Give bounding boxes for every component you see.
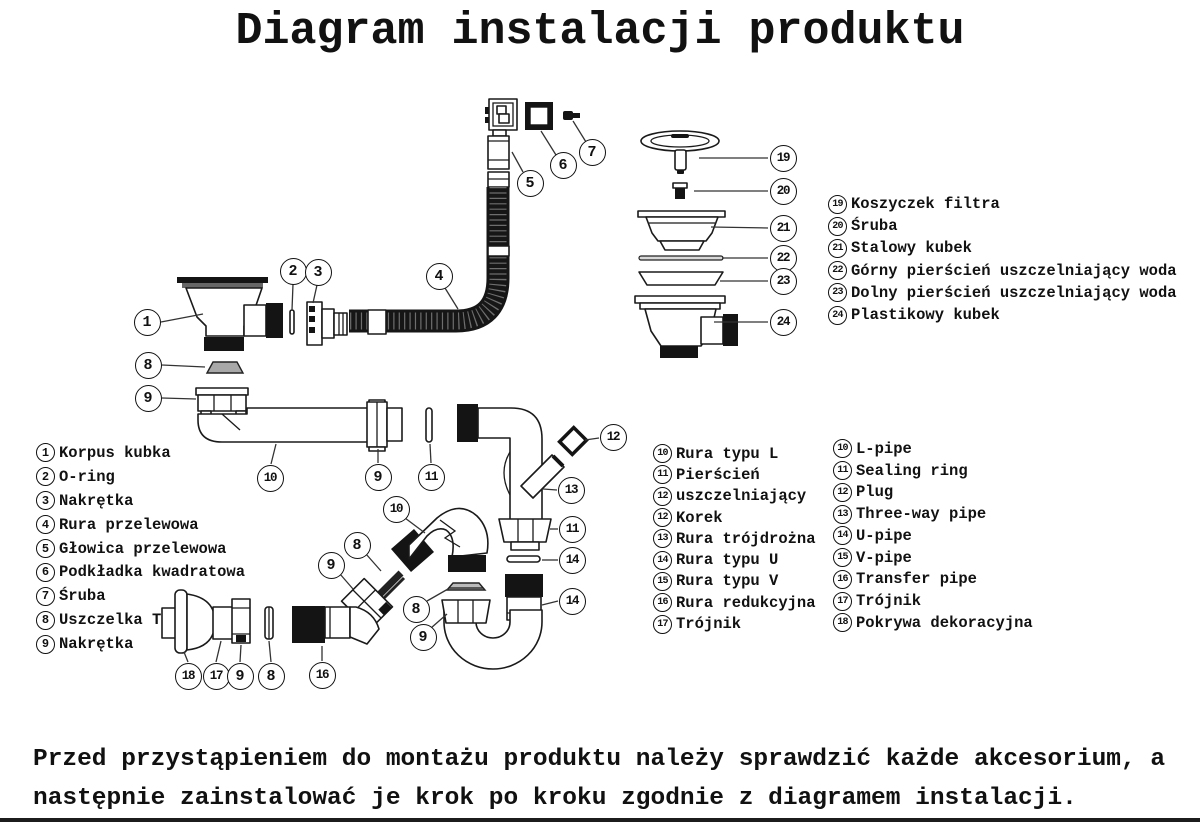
item-number-badge: 11 [653,465,672,484]
diagram-callout-9: 9 [365,464,392,491]
legend-item [653,613,816,634]
diagram-callout-10: 10 [257,465,284,492]
diagram-callout-14: 14 [559,588,586,615]
legend-item [828,260,1177,282]
diagram-callout-4: 4 [426,263,453,290]
item-number-badge: 8 [36,611,55,630]
diagram-callout-20: 20 [770,178,797,205]
part-nut-left [196,388,248,415]
diagram-callout-10: 10 [383,496,410,523]
item-label: Pokrywa dekoracyjna [856,613,1033,632]
part-lower-seal-ring [639,272,723,285]
diagram-callout-11: 11 [559,516,586,543]
item-number-badge: 10 [653,444,672,463]
diagram-callout-14: 14 [559,547,586,574]
item-label: Rura redukcyjna [676,593,816,612]
diagram-callout-8: 8 [403,596,430,623]
item-number-badge: 14 [833,526,852,545]
item-label: Plug [856,483,894,502]
diagram-callout-5: 5 [517,170,544,197]
item-label: V-pipe [856,548,912,567]
item-label: Pierścień [676,465,760,484]
part-screw-strainer [673,183,687,199]
legend-item [653,549,816,570]
legend-item [828,304,1177,326]
item-number-badge: 19 [828,195,847,214]
diagram-callout-11: 11 [418,464,445,491]
item-number-badge: 11 [833,461,852,480]
legend-item [36,465,245,489]
legend-item [653,507,816,528]
legend-item [833,590,1033,612]
diagram-callout-23: 23 [770,268,797,295]
part-nut-eleven [499,519,551,550]
part-upper-seal-ring [639,256,723,260]
part-drain-body [177,277,283,351]
diagram-callout-8: 8 [135,352,162,379]
part-nut-top [307,302,347,345]
legend-item [833,503,1033,525]
item-label: Uszczelka T [59,611,162,630]
part-filter-basket [641,131,719,174]
legend-item [653,592,816,613]
item-label: Stalowy kubek [851,239,972,258]
diagram-callout-17: 17 [203,663,230,690]
item-number-badge: 17 [833,592,852,611]
diagram-callout-16: 16 [309,662,336,689]
page-title: Diagram instalacji produktu [235,6,965,57]
item-number-badge: 9 [36,635,55,654]
item-number-badge: 15 [653,572,672,591]
item-label: Głowica przelewowa [59,539,227,558]
item-label: Górny pierścień uszczelniający woda [851,261,1177,280]
part-square-washer [525,102,553,130]
part-washer [507,556,540,562]
legend-item [833,612,1033,634]
legend-item [653,443,816,464]
item-number-badge: 5 [36,539,55,558]
footer-line-1: Przed przystąpieniem do montażu produktu należy sprawdzić każde akcesorium, a [33,746,1166,773]
diagram-callout-9: 9 [318,552,345,579]
diagram-callout-3: 3 [305,259,332,286]
legend-item [833,569,1033,591]
part-u-nut [442,600,490,623]
part-steel-cup [638,211,725,250]
legend-item [653,571,816,592]
item-label: Nakrętka [59,635,134,654]
diagram-callout-13: 13 [558,477,585,504]
item-label: Rura trójdrożna [676,529,816,548]
item-number-badge: 10 [833,439,852,458]
diagram-callout-9: 9 [135,385,162,412]
item-number-badge: 13 [653,529,672,548]
item-label: Trójnik [856,592,922,611]
diagram-callout-8: 8 [344,532,371,559]
footer-note [33,740,1165,818]
item-label: Korek [676,508,723,527]
legend-item [833,438,1033,460]
item-label: O-ring [59,467,115,486]
item-label: Śruba [851,217,898,236]
part-plug [560,428,587,455]
item-number-badge: 23 [828,283,847,302]
item-number-badge: 12 [833,483,852,502]
diagram-callout-18: 18 [175,663,202,690]
legend-item [653,528,816,549]
legend-item [36,489,245,513]
diagram-callout-1: 1 [134,309,161,336]
diagram-callout-2: 2 [280,258,307,285]
item-label: Sealing ring [856,461,968,480]
item-number-badge: 20 [828,217,847,236]
legend-item [833,482,1033,504]
legend-parts-right-en [833,438,1033,634]
legend-item [653,464,816,485]
legend-item [36,584,245,608]
item-number-badge: 3 [36,491,55,510]
legend-item [36,513,245,537]
item-number-badge: 4 [36,515,55,534]
diagram-callout-21: 21 [770,215,797,242]
legend-parts-left [36,441,245,656]
legend-item [828,237,1177,259]
item-label: uszczelniający [676,487,807,506]
part-overflow-head [485,99,517,169]
item-number-badge: 16 [833,570,852,589]
item-number-badge: 6 [36,563,55,582]
part-plastic-cup [635,296,738,358]
diagram-callout-19: 19 [770,145,797,172]
item-label: Nakrętka [59,491,134,510]
item-label: Rura typu V [676,572,779,591]
item-label: Korpus kubka [59,443,171,462]
part-gasket-t [207,362,243,373]
item-label: Koszyczek filtra [851,195,1000,214]
item-number-badge: 7 [36,587,55,606]
item-label: Rura typu L [676,444,779,463]
legend-parts-mid-pl [653,443,816,635]
part-oring [290,310,294,334]
part-overflow-pipe [349,172,509,334]
part-three-way-pipe [457,404,564,524]
legend-item [833,547,1033,569]
item-label: Podkładka kwadratowa [59,563,246,582]
legend-item [833,525,1033,547]
legend-item [828,282,1177,304]
item-number-badge: 12 [653,508,672,527]
item-label: Three-way pipe [856,505,987,524]
legend-item [828,215,1177,237]
legend-item [36,632,245,656]
item-number-badge: 13 [833,505,852,524]
part-sealing-ring [426,408,432,442]
item-number-badge: 2 [36,467,55,486]
item-label: U-pipe [856,526,912,545]
item-number-badge: 14 [653,551,672,570]
legend-item [36,537,245,561]
item-label: Rura przelewowa [59,515,199,534]
item-label: Plastikowy kubek [851,306,1000,325]
legend-item [833,460,1033,482]
part-flat-gasket [447,583,485,590]
diagram-callout-7: 7 [579,139,606,166]
part-screw-icon [563,111,580,120]
item-number-badge: 24 [828,306,847,325]
legend-item [828,193,1177,215]
item-number-badge: 16 [653,593,672,612]
legend-item [36,441,245,465]
legend-upper-right [828,193,1177,326]
item-number-badge: 15 [833,548,852,567]
item-label: L-pipe [856,439,912,458]
item-number-badge: 18 [833,613,852,632]
item-label: Dolny pierścień uszczelniający woda [851,283,1177,302]
diagram-callout-9: 9 [227,663,254,690]
legend-item [36,560,245,584]
diagram-callout-8: 8 [258,663,285,690]
item-label: Śruba [59,587,106,606]
item-number-badge: 1 [36,443,55,462]
item-number-badge: 22 [828,261,847,280]
bottom-divider [0,818,1200,822]
item-label: Trójnik [676,615,742,634]
item-number-badge: 12 [653,487,672,506]
item-label: Transfer pipe [856,570,977,589]
footer-line-2: następnie zainstalować je krok po kroku zgodnie z diagramem instalacji. [33,785,1077,812]
item-number-badge: 17 [653,615,672,634]
diagram-callout-22: 22 [770,245,797,272]
diagram-callout-9: 9 [410,624,437,651]
legend-item [653,486,816,507]
diagram-callout-24: 24 [770,309,797,336]
diagram-callout-12: 12 [600,424,627,451]
item-number-badge: 21 [828,239,847,258]
diagram-callout-6: 6 [550,152,577,179]
legend-item [36,608,245,632]
part-reduction-pipe [292,606,379,644]
item-label: Rura typu U [676,551,779,570]
